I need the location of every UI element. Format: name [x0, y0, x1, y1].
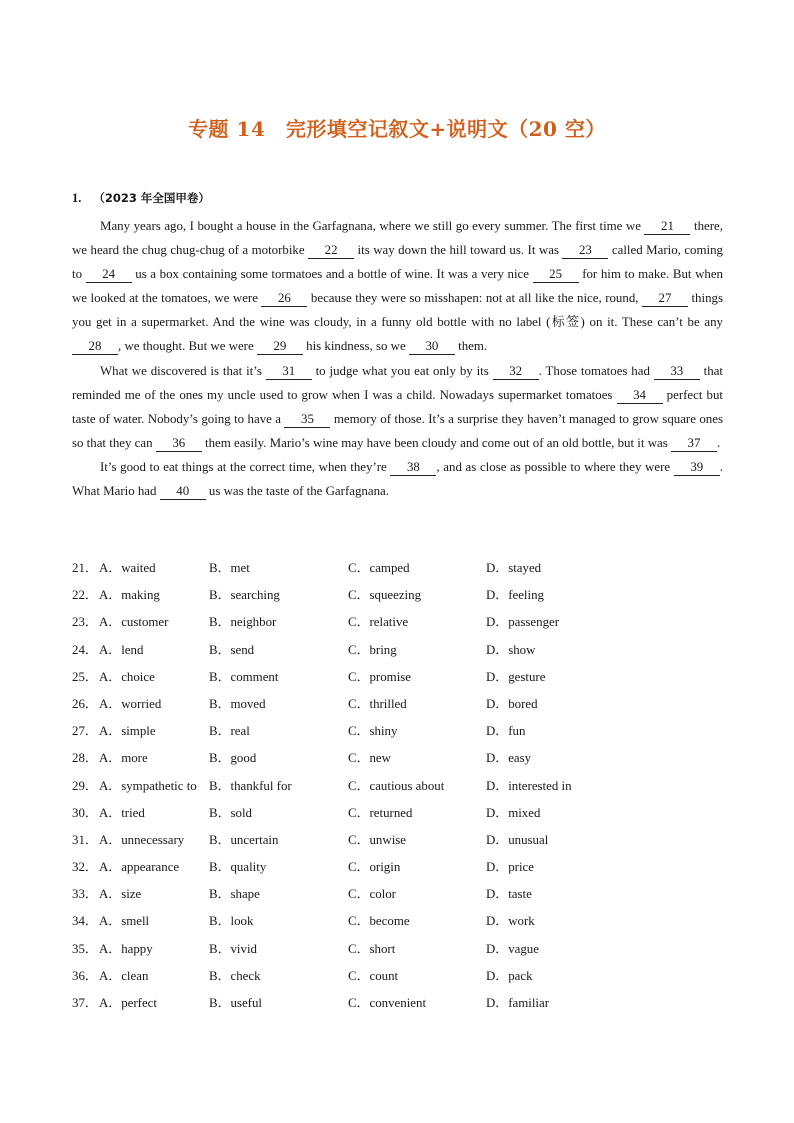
option-a: A．appearance: [99, 860, 180, 875]
option-d: D．passenger: [486, 615, 560, 630]
blank-34: 34: [617, 388, 663, 404]
blank-35: 35: [284, 412, 330, 428]
option-b: B．good: [209, 751, 257, 766]
option-a: A．unnecessary: [99, 832, 185, 847]
option-c: C．new: [348, 751, 391, 766]
blank-37: 37: [671, 436, 717, 452]
option-b: B．quality: [209, 860, 267, 875]
option-b: B．look: [209, 914, 254, 929]
option-a: A．worried: [99, 696, 162, 711]
option-row: [72, 802, 712, 829]
option-d: D．familiar: [486, 996, 549, 1010]
option-number: 31．: [72, 832, 98, 847]
option-row: [72, 720, 712, 747]
passage: [72, 214, 723, 503]
option-d: D．unusual: [486, 832, 549, 847]
option-b: B．vivid: [209, 941, 257, 956]
option-row: [72, 693, 712, 720]
option-c: C．color: [348, 887, 396, 902]
blank-23: 23: [562, 243, 608, 259]
option-number: 29．: [72, 778, 98, 793]
blank-25: 25: [533, 267, 579, 283]
option-d: D．easy: [486, 751, 532, 766]
blank-33: 33: [654, 364, 700, 380]
blank-22: 22: [308, 243, 354, 259]
page-title: 专题 14 完形填空记叙文+说明文（20 空）: [188, 117, 606, 141]
option-number: 26．: [72, 696, 98, 711]
option-a: A．making: [99, 588, 160, 603]
passage-paragraph-2: What we discovered is that it’s 31 to judge what you eat only by its 32 . Those tomatoes had 33 that reminded me of the ones my uncle used to grow when I was a child. Nowadays supermarket tomatoes 34 perfect but taste of water. Nobody’s going to have a 35 memory of those. It’s a surprise they haven’t managed to grow square ones so that they can 36 them easily. Mario’s wine may have been cloudy and come out of an old bottle, but it was 37 .: [72, 363, 723, 450]
option-d: D．stayed: [486, 561, 542, 575]
option-row: [72, 938, 712, 965]
option-c: C．returned: [348, 805, 413, 820]
option-c: C．squeezing: [348, 588, 422, 603]
option-a: A．smell: [99, 914, 150, 929]
option-c: C．relative: [348, 615, 409, 630]
option-d: D．pack: [486, 968, 533, 983]
option-d: D．fun: [486, 724, 526, 739]
blank-40: 40: [160, 484, 206, 500]
option-d: D．show: [486, 642, 536, 657]
blank-39: 39: [674, 460, 720, 476]
option-row: [72, 639, 712, 666]
option-a: A．clean: [99, 968, 149, 983]
option-b: B．shape: [209, 887, 260, 902]
option-b: B．useful: [209, 996, 262, 1010]
option-c: C．thrilled: [348, 696, 407, 711]
option-row: [72, 856, 712, 883]
blank-26: 26: [261, 291, 307, 307]
option-number: 34．: [72, 914, 98, 929]
option-a: A．waited: [99, 561, 156, 575]
option-row: [72, 883, 712, 910]
option-c: C．camped: [348, 561, 410, 575]
option-d: D．mixed: [486, 805, 541, 820]
option-number: 28．: [72, 751, 98, 766]
option-c: C．convenient: [348, 996, 427, 1010]
option-row: [72, 611, 712, 638]
option-number: 36．: [72, 968, 98, 983]
option-a: A．choice: [99, 669, 155, 684]
option-c: C．cautious about: [348, 778, 445, 793]
question-header: [72, 190, 210, 206]
option-c: C．short: [348, 941, 396, 956]
option-number: 23．: [72, 615, 98, 630]
option-b: B．uncertain: [209, 832, 279, 847]
option-a: A．perfect: [99, 996, 157, 1010]
option-number: 27．: [72, 724, 98, 739]
options-list: [72, 557, 712, 1019]
option-number: 35．: [72, 941, 98, 956]
blank-38: 38: [390, 460, 436, 476]
blank-32: 32: [493, 364, 539, 380]
option-b: B．searching: [209, 588, 280, 603]
option-d: D．taste: [486, 887, 532, 902]
option-c: C．count: [348, 968, 399, 983]
option-a: A．size: [99, 887, 142, 902]
blank-36: 36: [156, 436, 202, 452]
option-a: A．tried: [99, 805, 145, 820]
option-d: D．price: [486, 860, 534, 875]
passage-paragraph-1: Many years ago, I bought a house in the Garfagnana, where we still go every summer. The first time we 21 there, we heard the chug chug-chug of a motorbike 22 its way down the hill toward us. It was 23 called Mario, coming to 24 us a box containing some tormatoes and a bottle of wine. It was a very nice 25 for him to make. But when we looked at the tomatoes, we were 26 because they were so misshapen: not at all like the nice, round, 27 things you get in a supermarket. And the wine was cloudy, in a funny old bottle with no label (标签) on it. These can’t be any 28 , we thought. But we were 29 his kindness, so we 30 them.: [72, 219, 724, 354]
option-a: A．lend: [99, 642, 144, 657]
option-row: [72, 992, 712, 1019]
option-a: A．happy: [99, 941, 153, 956]
question-source: （2023 年全国甲卷）: [93, 191, 210, 205]
blank-28: 28: [72, 339, 118, 355]
option-b: B．send: [209, 642, 255, 657]
option-d: D．work: [486, 914, 535, 929]
option-b: B．sold: [209, 805, 252, 820]
question-number: 1.: [72, 191, 82, 205]
option-b: B．real: [209, 724, 250, 739]
option-d: D．gesture: [486, 669, 546, 684]
option-number: 33．: [72, 887, 98, 902]
passage-paragraph-3: It’s good to eat things at the correct time, when they’re 38 , and as close as possible to where they were 39 . What Mario had 40 us was the taste of the Garfagnana.: [72, 459, 723, 499]
option-row: [72, 965, 712, 992]
option-c: C．bring: [348, 642, 397, 657]
blank-24: 24: [86, 267, 132, 283]
option-number: 22．: [72, 588, 98, 603]
option-c: C．become: [348, 914, 410, 929]
blank-30: 30: [409, 339, 455, 355]
option-b: B．moved: [209, 696, 266, 711]
option-c: C．shiny: [348, 724, 398, 739]
option-row: [72, 584, 712, 611]
option-c: C．unwise: [348, 832, 407, 847]
option-number: 37．: [72, 996, 98, 1010]
blank-29: 29: [257, 339, 303, 355]
option-number: 32．: [72, 860, 98, 875]
blank-21: 21: [644, 219, 690, 235]
blank-27: 27: [642, 291, 688, 307]
option-d: D．feeling: [486, 588, 544, 603]
option-b: B．check: [209, 968, 261, 983]
option-c: C．promise: [348, 669, 412, 684]
option-b: B．thankful for: [209, 778, 292, 793]
option-row: [72, 775, 712, 802]
option-row: [72, 910, 712, 937]
option-a: A．sympathetic to: [99, 778, 197, 793]
option-a: A．simple: [99, 724, 156, 739]
option-row: [72, 666, 712, 693]
option-b: B．met: [209, 561, 250, 575]
option-c: C．origin: [348, 860, 401, 875]
option-a: A．customer: [99, 615, 169, 630]
blank-31: 31: [266, 364, 312, 380]
option-number: 30．: [72, 805, 98, 820]
option-d: D．bored: [486, 696, 538, 711]
option-row: [72, 747, 712, 774]
option-row: [72, 829, 712, 856]
option-d: D．vague: [486, 941, 539, 956]
option-a: A．more: [99, 751, 148, 766]
option-number: 21．: [72, 561, 98, 575]
option-d: D．interested in: [486, 778, 572, 793]
option-row: [72, 557, 712, 584]
option-number: 25．: [72, 669, 98, 684]
option-b: B．neighbor: [209, 615, 277, 630]
option-b: B．comment: [209, 669, 279, 684]
option-number: 24．: [72, 642, 98, 657]
